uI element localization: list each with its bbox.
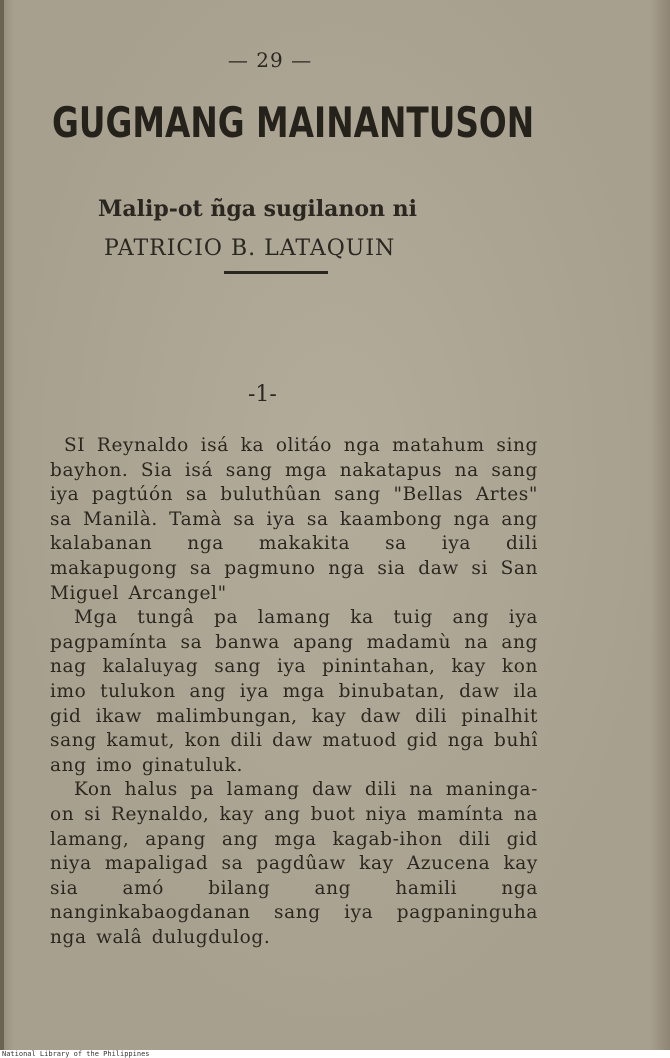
- story-subtitle: Malip-ot ñga sugilanon ni: [98, 196, 418, 222]
- footer-strip: [0, 1050, 670, 1058]
- author-underline: [224, 271, 328, 274]
- paragraph-1: SI Reynaldo isá ka olitáo nga matahum sing bayhon. Sia isá sang mga nakatapus na sang iya pagtúón sa buluthûan sang "Bellas Artes" sa Manilà. Tamà sa iya sa kaambong nga ang kalabanan nga makakita sa iya dili makapugong sa pagmuno nga sia daw si San Miguel Arcangel": [50, 435, 538, 604]
- story-title: GUGMANG MAINANTUSON: [52, 98, 535, 147]
- author-name: PATRICIO B. LATAQUIN: [104, 236, 396, 261]
- section-number: -1-: [248, 382, 277, 407]
- story-body: [50, 434, 538, 950]
- library-credit: National Library of the Philippines: [2, 1050, 150, 1058]
- paragraph-3: Kon halus pa lamang daw dili na maninga-on si Reynaldo, kay ang buot niya mamínta na lamang, apang ang mga kagab-ihon dili gid niya mapaligad sa pagdûaw kay Azucena kay sia amó bilang ang hamili nga nanginkabaogdanan sang iya pagpaninguha nga walâ dulugdulog.: [50, 779, 538, 948]
- page-number: — 29 —: [227, 48, 313, 72]
- paragraph-2: Mga tungâ pa lamang ka tuig ang iya pagpamínta sa banwa apang madamù na ang nag kalaluyag sang iya pinintahan, kay kon imo tulukon ang iya mga binubatan, daw ila gid ikaw malimbungan, kay daw dili pinalhit sang kamut, kon dili daw matuod gid nga buhî ang imo ginatuluk.: [50, 607, 538, 776]
- page-binding-edge: [0, 0, 4, 1050]
